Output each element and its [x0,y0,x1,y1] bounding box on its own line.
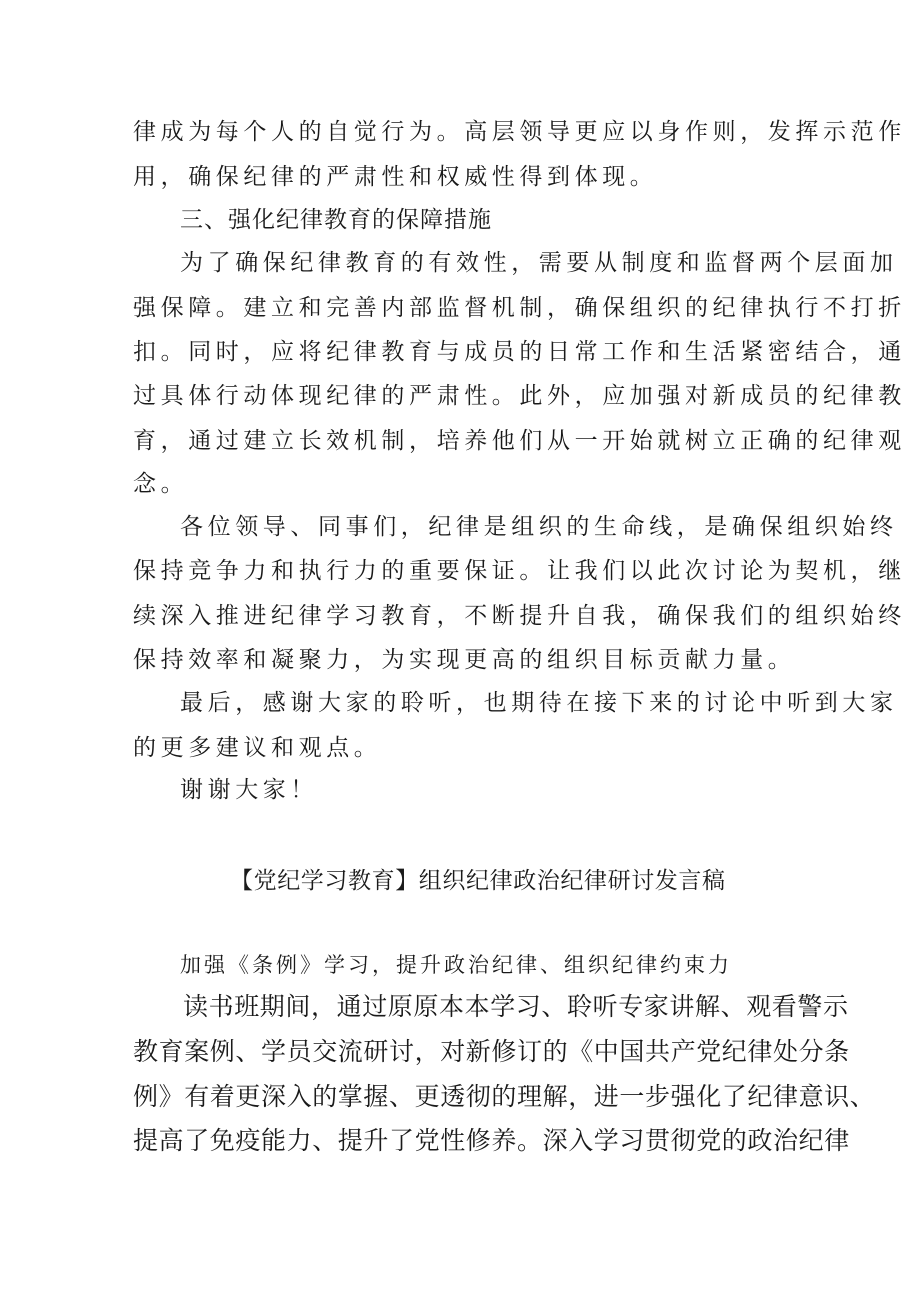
paragraph-line: 念。 [133,471,189,497]
paragraph-line: 例》有着更深入的掌握、更透彻的理解，进一步强化了纪律意识、 [133,1082,876,1111]
paragraph-line: 保持竞争力和执行力的重要保证。让我们以此次讨论为契机，继 [133,558,906,584]
document-subtitle: 加强《条例》学习，提升政治纪律、组织纪律约束力 [180,953,732,977]
paragraph-line: 为了确保纪律教育的有效性，需要从制度和监督两个层面加 [180,250,898,276]
paragraph-line: 各位领导、同事们，纪律是组织的生命线，是确保组织始终 [180,514,898,540]
paragraph-line: 读书班期间，通过原原本本学习、聆听专家讲解、观看警示 [183,992,849,1021]
paragraph-line: 用，确保纪律的严肃性和权威性得到体现。 [133,164,658,190]
paragraph-line: 过具体行动体现纪律的严肃性。此外，应加强对新成员的纪律教 [133,383,906,409]
paragraph-line: 强保障。建立和完善内部监督机制，确保组织的纪律执行不打折 [133,295,906,321]
closing-remark: 谢谢大家！ [180,777,318,803]
paragraph-line: 保持效率和凝聚力，为实现更高的组织目标贡献力量。 [133,647,796,673]
paragraph-line: 律成为每个人的自觉行为。高层领导更应以身作则，发挥示范作 [133,119,906,145]
paragraph-line: 最后，感谢大家的聆听，也期待在接下来的讨论中听到大家 [180,690,898,716]
paragraph-line: 提高了免疫能力、提升了党性修养。深入学习贯彻党的政治纪律 [133,1126,850,1155]
paragraph-line: 续深入推进纪律学习教育，不断提升自我，确保我们的组织始终 [133,603,906,629]
document-title: 【党纪学习教育】组织纪律政治纪律研讨发言稿 [230,868,726,894]
paragraph-line: 扣。同时，应将纪律教育与成员的日常工作和生活紧密结合，通 [133,339,906,365]
paragraph-line: 的更多建议和观点。 [133,735,382,761]
section-heading: 三、强化纪律教育的保障措施 [180,207,492,233]
paragraph-line: 育，通过建立长效机制，培养他们从一开始就树立正确的纪律观 [133,428,906,454]
paragraph-line: 教育案例、学员交流研讨，对新修订的《中国共产党纪律处分条 [133,1037,850,1066]
